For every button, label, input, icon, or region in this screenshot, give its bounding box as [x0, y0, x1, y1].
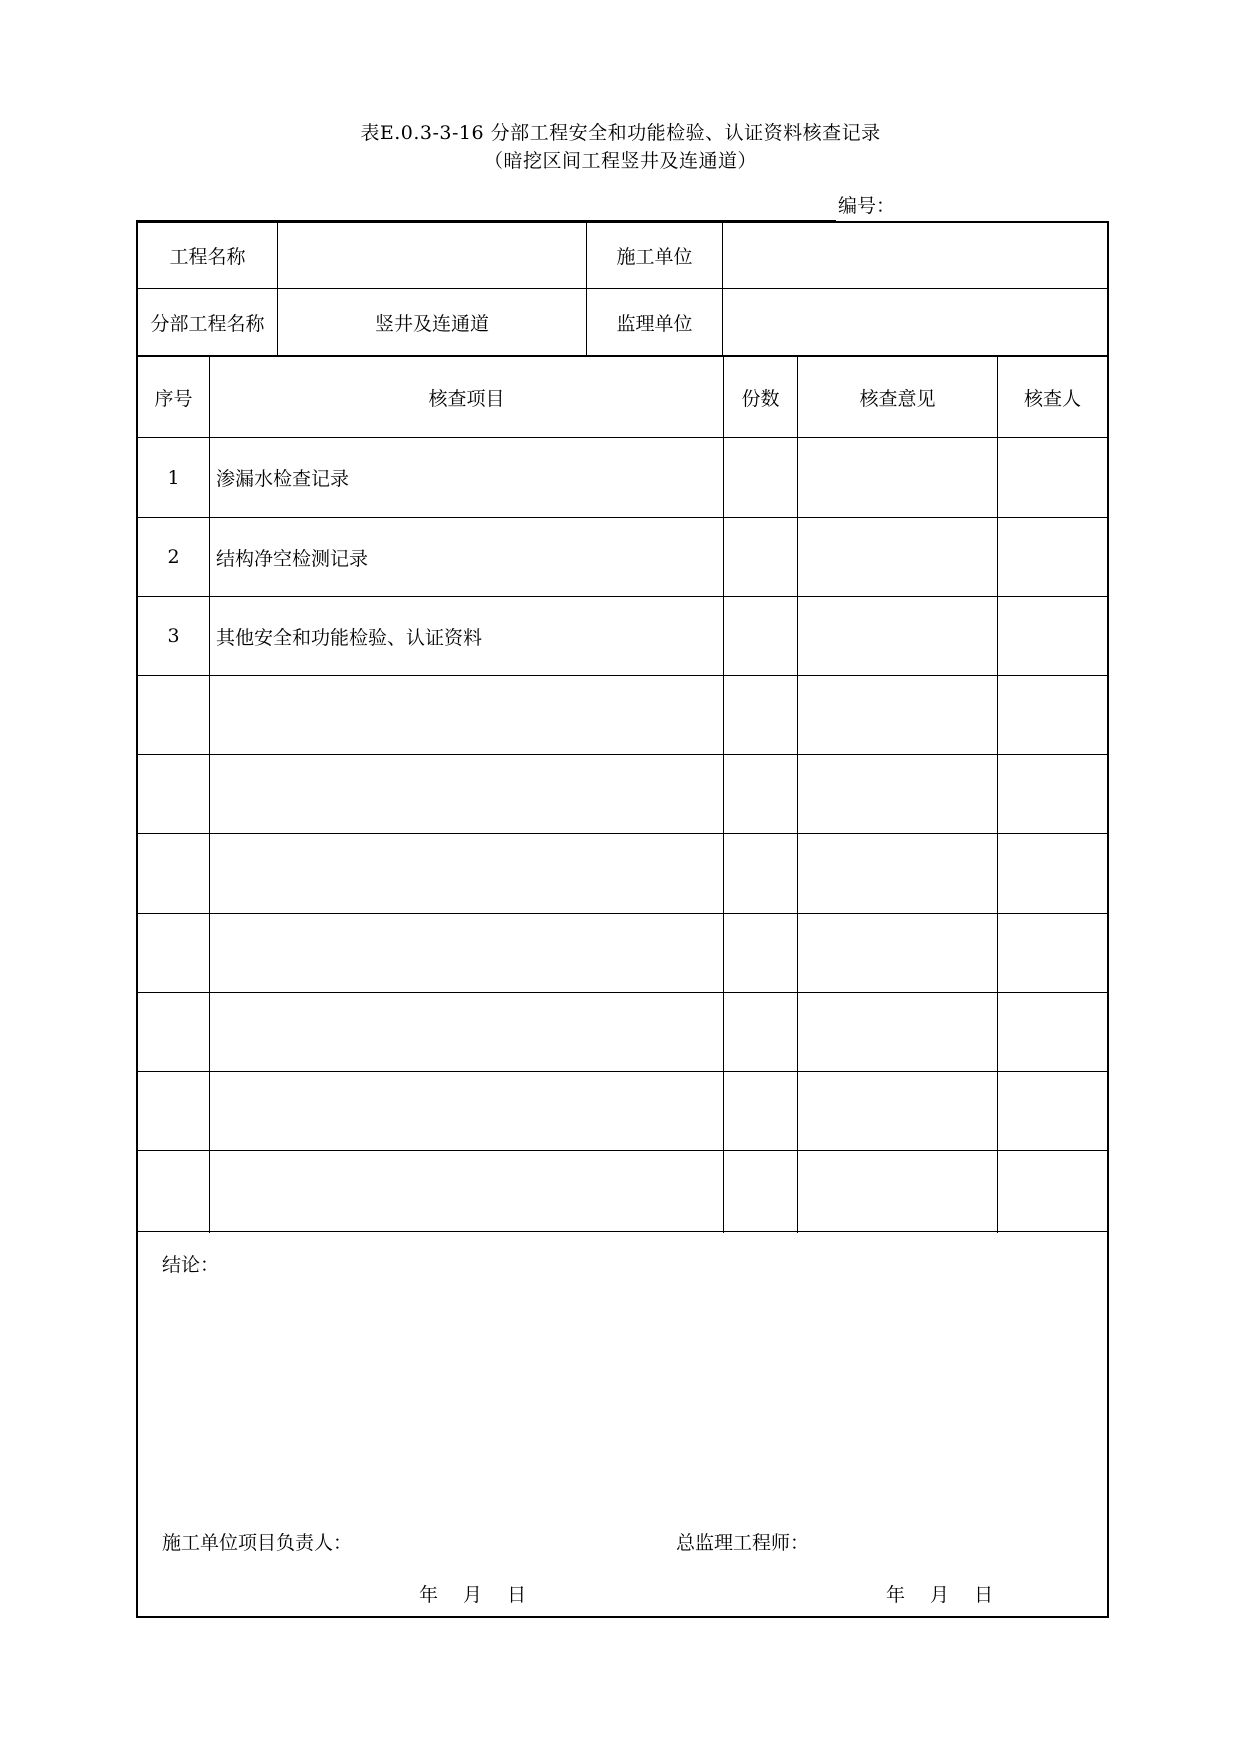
form-title: 表E.0.3-3-16 分部工程安全和功能检验、认证资料核查记录: [360, 122, 881, 144]
divider: [136, 833, 1109, 834]
col-header-reviewer: 核查人: [1023, 387, 1081, 410]
contractor-signature-label: 施工单位项目负责人：: [162, 1532, 353, 1554]
row-item: 渗漏水检查记录: [216, 468, 350, 490]
sub-project-label: 分部工程名称: [150, 312, 265, 335]
col-header-copies: 份数: [741, 387, 780, 410]
row-number: 3: [167, 625, 180, 647]
divider: [797, 356, 798, 1233]
row-number: 1: [167, 466, 180, 489]
divider: [136, 913, 1109, 914]
form-subtitle: （暗挖区间工程竖井及连通道）: [483, 150, 757, 172]
divider: [723, 356, 724, 1233]
divider: [136, 992, 1109, 993]
project-name-field[interactable]: [278, 222, 586, 288]
col-header-no: 序号: [154, 387, 193, 410]
supervision-unit-label: 监理单位: [616, 312, 693, 335]
construction-unit-label: 施工单位: [616, 245, 693, 268]
divider: [997, 356, 998, 1233]
divider: [136, 675, 1109, 676]
supervisor-signature-label: 总监理工程师：: [676, 1532, 810, 1554]
divider: [136, 754, 1109, 755]
supervision-unit-field[interactable]: [723, 289, 1107, 355]
col-header-opinion: 核查意见: [859, 387, 936, 410]
row-item: 结构净空检测记录: [216, 547, 369, 570]
divider: [136, 1231, 1109, 1232]
divider: [136, 1150, 1109, 1151]
row-item: 其他安全和功能检验、认证资料: [216, 626, 483, 649]
row-number: 2: [167, 546, 180, 568]
project-name-label: 工程名称: [169, 245, 246, 268]
divider: [136, 1071, 1109, 1072]
col-header-item: 核查项目: [428, 387, 505, 410]
sub-project-field[interactable]: 竖井及连通道: [374, 312, 489, 335]
contractor-date: 年 月 日: [419, 1584, 527, 1606]
conclusion-label: 结论：: [162, 1254, 220, 1276]
supervisor-date: 年 月 日: [886, 1584, 994, 1606]
form-number-label: 编号：: [838, 195, 896, 217]
construction-unit-field[interactable]: [723, 222, 1107, 288]
